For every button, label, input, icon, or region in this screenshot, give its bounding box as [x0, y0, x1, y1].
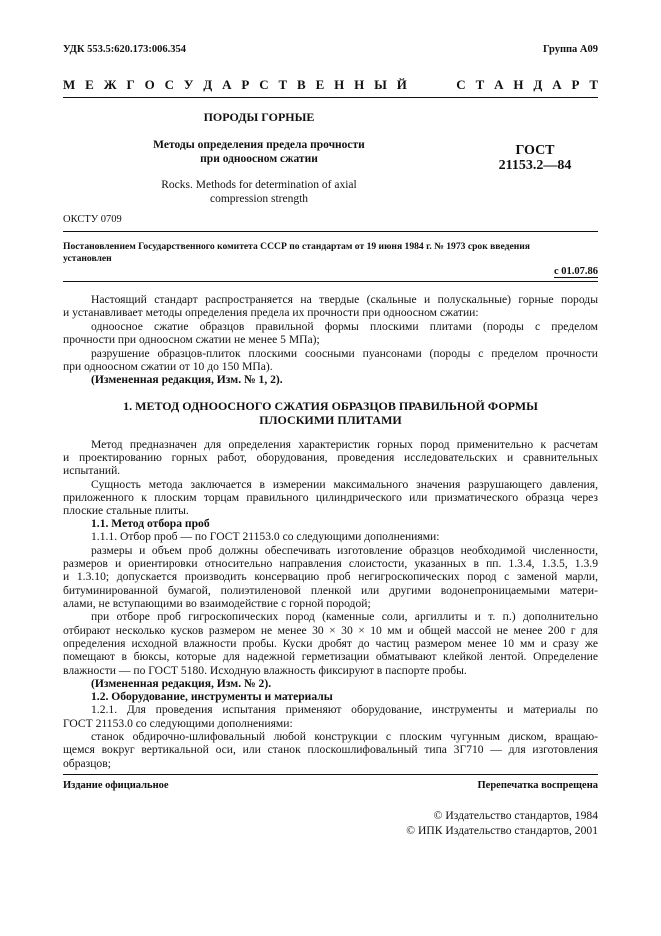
text-line: прочности при одноосном сжатии не менее 5 МПа); [63, 333, 320, 346]
effective-date: с 01.07.86 [553, 266, 598, 277]
text-line: влажности — по ГОСТ 5180. Исходную влажность фиксируют в паспорте пробы. [63, 664, 467, 677]
decree-divider [63, 281, 598, 282]
text-line: станок обдирочно-шлифовальный любой конструкции с плоским чугунным диском, вращаю- [91, 730, 598, 743]
edition-label: Издание официальное [63, 780, 169, 791]
gost-label: ГОСТ [515, 143, 555, 158]
text-line: 1.2.1. Для проведения испытания применяют оборудование, инструменты и материалы по [91, 703, 598, 716]
text-line: размеров и ориентировки относительно направления слоистости, указанных в пп. 1.3.4, 1.3.5, 1.3.9 [63, 557, 598, 570]
title-ru-line2: при одноосном сжатии [200, 153, 318, 165]
standard-type: М Е Ж Г О С У Д А Р С Т В Е Н Н Ы Й С Т А Н Д А Р Т [63, 77, 598, 92]
copyright-1984: © Издательство стандартов, 1984 [433, 809, 598, 822]
header-divider [63, 97, 598, 98]
okstu-divider [63, 231, 598, 232]
reprint-label: Перепечатка воспрещена [477, 780, 598, 791]
amendment-note: (Измененная редакция, Изм. № 2). [91, 677, 272, 690]
text-line: щемся вокруг вертикальной оси, или станок плоскошлифовальный типа 3Г710 — для изготовления [63, 743, 598, 756]
text-line: размеры и объем проб должны обеспечивать изготовление образцов необходимой численности, [91, 544, 598, 557]
text-line: испытаний. [63, 464, 121, 477]
text-line: Сущность метода заключается в измерении максимального значения разрушающего давления, [91, 478, 598, 491]
section-heading-cont: ПЛОСКИМИ ПЛИТАМИ [259, 413, 402, 427]
copyright-2001: © ИПК Издательство стандартов, 2001 [406, 824, 598, 837]
page-title: ПОРОДЫ ГОРНЫЕ [203, 110, 315, 124]
text-line: одноосное сжатие образцов правильной формы плоскими плитами (породы с пределом [91, 320, 598, 333]
text-line: и 1.3.10; допускается производить консервацию проб негигроскопических пород с заменой марли, [63, 570, 598, 583]
text-line: Настоящий стандарт распространяется на твердые (скальные и полускальные) горные породы [91, 293, 598, 306]
udk-code: УДК 553.5:620.173:006.354 [63, 44, 186, 55]
title-ru-line1: Методы определения предела прочности [153, 139, 365, 151]
text-line: отбирают несколько кусков размером не менее 30 × 30 × 10 мм и общей массой не менее 200 г для [63, 624, 598, 637]
text-line: при отборе проб гигроскопических пород (каменные соли, аргиллиты и т. п.) дополнительно [91, 610, 598, 623]
footer-divider [63, 774, 598, 775]
okstu-code: ОКСТУ 0709 [63, 214, 122, 225]
gost-number: 21153.2—84 [498, 158, 572, 173]
subsection-title: 1.2. Оборудование, инструменты и материалы [91, 690, 333, 703]
text-line: ГОСТ 21153.0 со следующими дополнениями: [63, 717, 293, 730]
title-en-line1: Rocks. Methods for determination of axial [161, 179, 357, 191]
text-line: образцов; [63, 757, 111, 770]
text-line: битуминированной бумагой, полиэтиленовой пленкой или другими водонепроницаемыми матери- [63, 584, 598, 597]
decree-line2: установлен [63, 253, 112, 264]
text-line: определения исходной влажности пробы. Куски дробят до частиц размером менее 10 мм и сразу же [63, 637, 598, 650]
text-line: 1.1.1. Отбор проб — по ГОСТ 21153.0 со следующими дополнениями: [91, 530, 440, 543]
text-line: алами, не вступающими во взаимодействие с горной породой; [63, 597, 371, 610]
text-line: приложенного к плоским торцам правильного цилиндрического или призматического образца через [63, 491, 598, 504]
text-line: помещают в бюксы, которые для надежной герметизации обматывают клейкой лентой. Определение [63, 650, 598, 663]
title-en-line2: compression strength [209, 193, 309, 205]
section-heading: 1. МЕТОД ОДНООСНОГО СЖАТИЯ ОБРАЗЦОВ ПРАВИЛЬНОЙ ФОРМЫ [123, 399, 538, 413]
subsection-title: 1.1. Метод отбора проб [91, 517, 210, 530]
text-line: и устанавливает методы определения предела их прочности при одноосном сжатии: [63, 306, 479, 319]
amendment-note: (Измененная редакция, Изм. № 1, 2). [91, 373, 283, 386]
group-code: Группа А09 [542, 44, 598, 55]
text-line: плоские стальные плиты. [63, 504, 189, 517]
text-line: разрушение образцов-плиток плоскими соосными пуансонами (породы с пределом прочности [91, 347, 598, 360]
text-line: Метод предназначен для определения характеристик горных пород применительно к расчетам [91, 438, 598, 451]
text-line: при одноосном сжатии от 10 до 150 МПа). [63, 360, 273, 373]
decree-line1: Постановлением Государственного комитета СССР по стандартам от 19 июня 1984 г. № 1973 срок введения [63, 241, 530, 252]
text-line: и проектированию горных работ, оборудования, проведения исследовательских и сравнительных [63, 451, 598, 464]
